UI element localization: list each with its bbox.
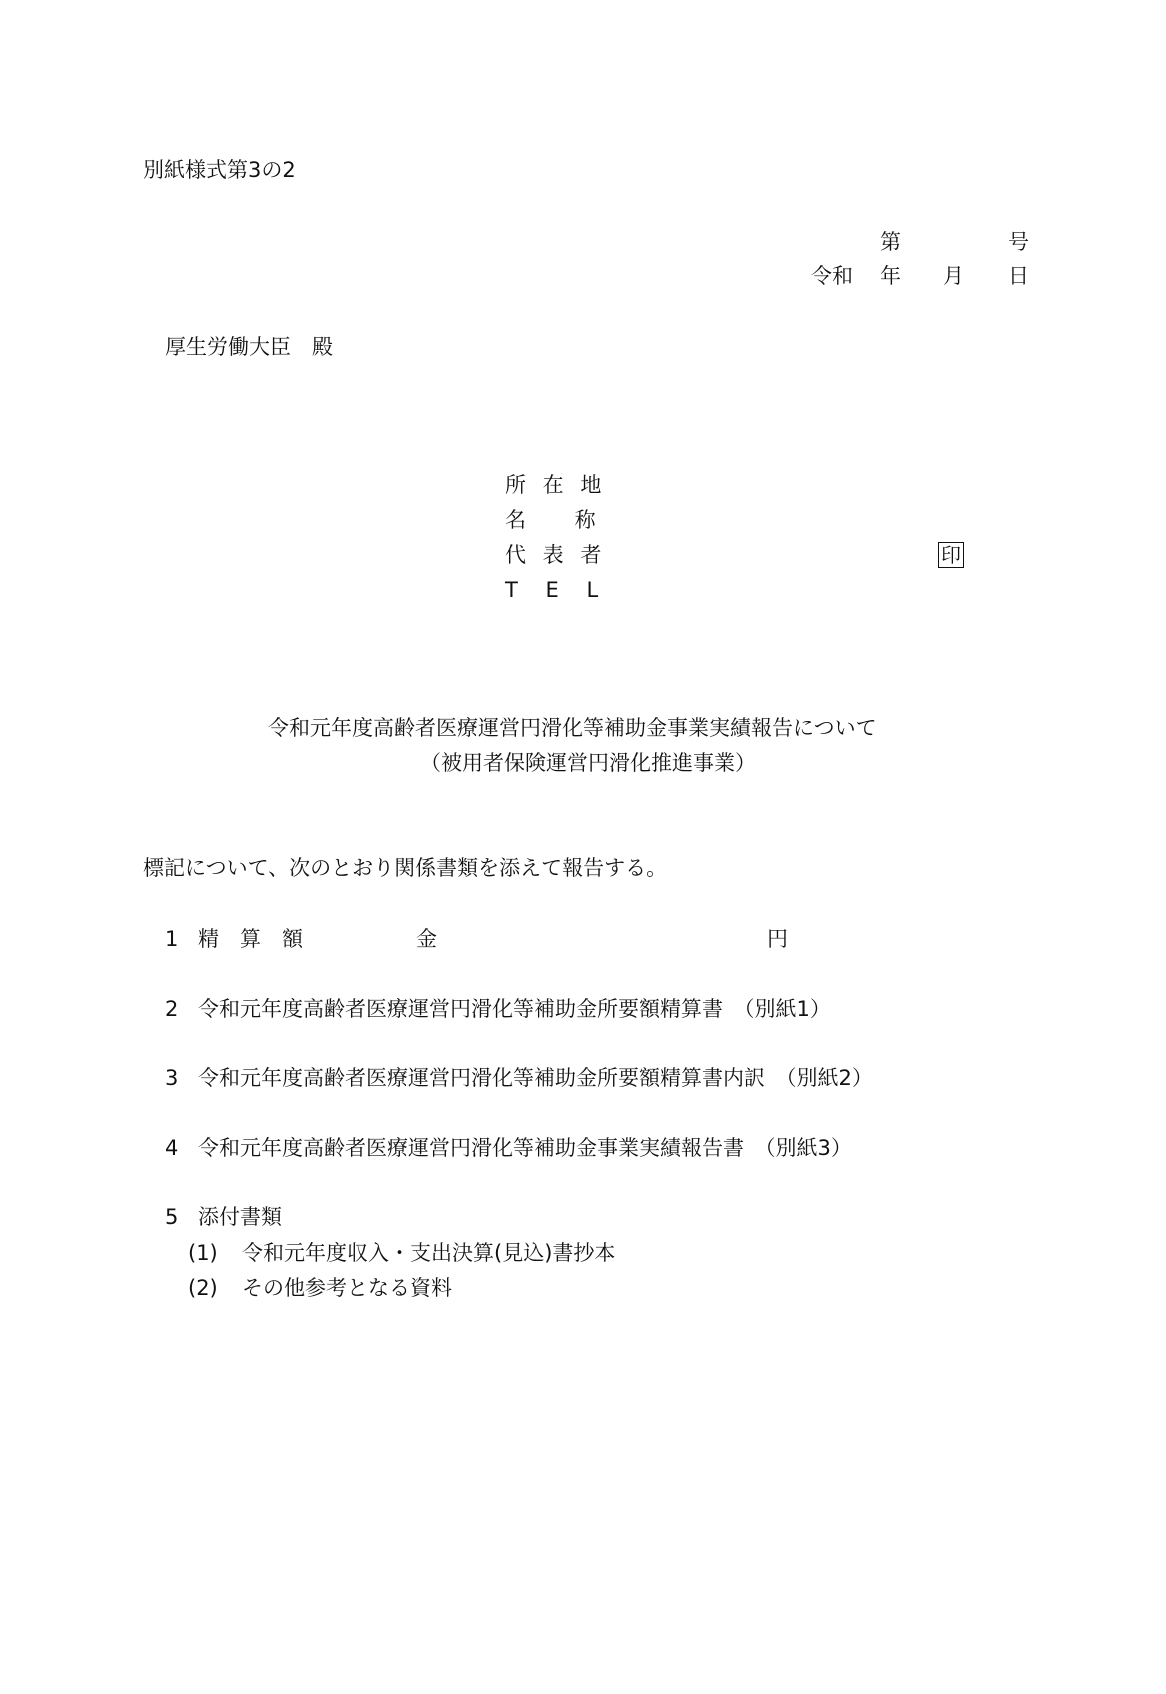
item1-number: 1 xyxy=(165,927,179,951)
seal-char: 印 xyxy=(941,543,961,567)
form-label: 別紙様式第3の2 xyxy=(143,158,296,182)
item4-number: 4 xyxy=(165,1136,179,1160)
item1-yen: 円 xyxy=(767,927,788,951)
item2-number: 2 xyxy=(165,997,179,1021)
sender-address-label: 所 在 地 xyxy=(505,473,607,497)
addressee: 厚生労働大臣 殿 xyxy=(165,335,333,359)
title-line2: （被用者保険運営円滑化推進事業） xyxy=(420,751,756,775)
sender-name-label: 名 称 xyxy=(505,508,596,532)
sender-tel-label: T E L xyxy=(505,578,599,602)
seal-stamp xyxy=(938,542,964,568)
item1-label: 精 算 額 xyxy=(198,927,303,951)
date-year: 年 xyxy=(880,264,901,288)
item5-text: 添付書類 xyxy=(198,1205,282,1229)
attachment2-number: (2) xyxy=(188,1276,218,1300)
intro-text: 標記について、次のとおり関係書類を添えて報告する。 xyxy=(143,856,668,880)
item2-text: 令和元年度高齢者医療運営円滑化等補助金所要額精算書 （別紙1） xyxy=(198,997,831,1021)
attachment1-text: 令和元年度収入・支出決算(見込)書抄本 xyxy=(242,1241,616,1265)
date-day: 日 xyxy=(1008,264,1029,288)
item3-text: 令和元年度高齢者医療運営円滑化等補助金所要額精算書内訳 （別紙2） xyxy=(198,1066,873,1090)
date-month: 月 xyxy=(943,264,964,288)
attachment1-number: (1) xyxy=(188,1241,218,1265)
title-line1: 令和元年度高齢者医療運営円滑化等補助金事業実績報告について xyxy=(268,716,877,740)
item1-kin: 金 xyxy=(416,927,437,951)
item5-number: 5 xyxy=(165,1205,179,1229)
sender-representative-label: 代 表 者 xyxy=(505,543,607,567)
attachment2-text: その他参考となる資料 xyxy=(242,1276,452,1300)
doc-number-prefix: 第 xyxy=(880,230,901,254)
doc-number-suffix: 号 xyxy=(1008,230,1029,254)
item4-text: 令和元年度高齢者医療運営円滑化等補助金事業実績報告書 （別紙3） xyxy=(198,1136,852,1160)
item3-number: 3 xyxy=(165,1066,179,1090)
date-era: 令和 xyxy=(811,264,853,288)
